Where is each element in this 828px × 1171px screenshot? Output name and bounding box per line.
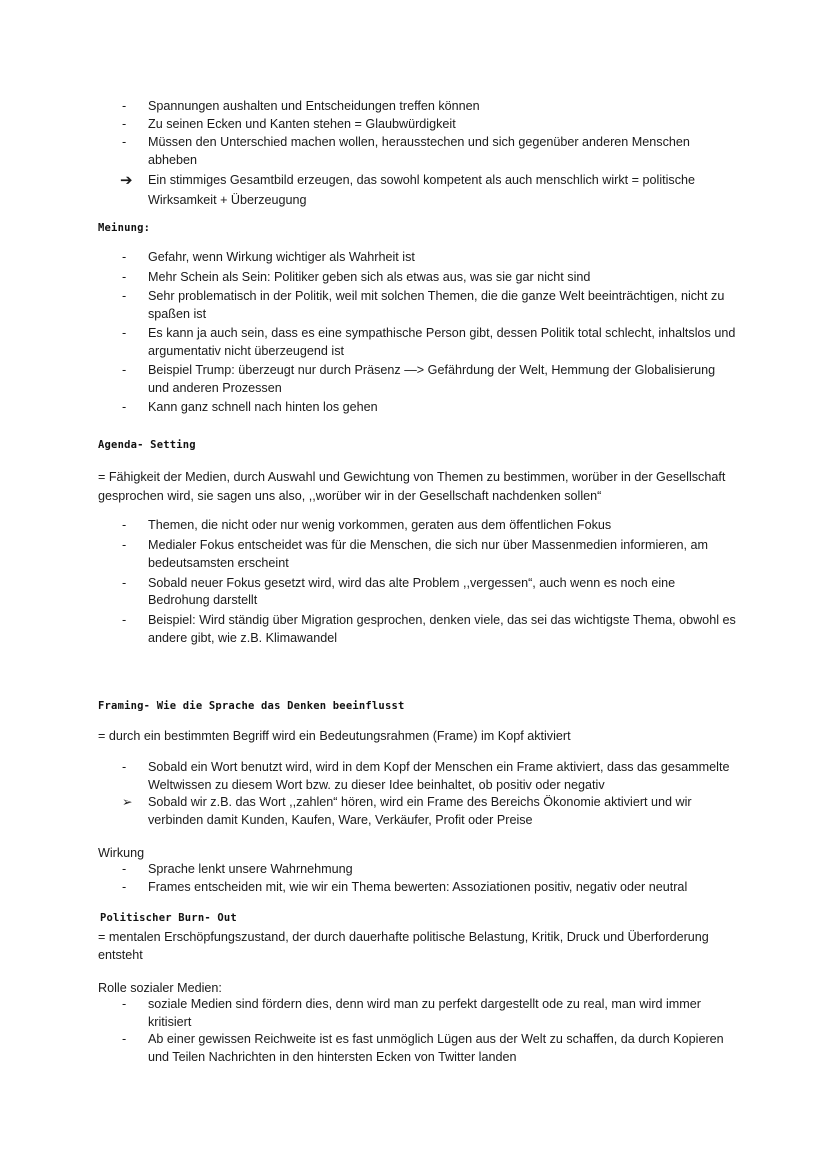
- list-marker: -: [122, 400, 127, 414]
- list-item-text: Beispiel: Wird ständig über Migration gesprochen, denken viele, das sei das wichtigste Thema, obwohl es andere gibt, wie z.B. Klimawandel: [148, 613, 736, 645]
- section-heading-burnout: Politischer Burn- Out: [100, 912, 237, 924]
- wirkung-label: Wirkung: [98, 846, 145, 860]
- agenda-definition: = Fähigkeit der Medien, durch Auswahl und Gewichtung von Themen zu bestimmen, worüber in der Gesellschaft gesprochen wird, sie sagen uns also, ,,worüber wir in der Gesellschaft nachdenken sollen“: [98, 470, 726, 503]
- list-item-text: Gefahr, wenn Wirkung wichtiger als Wahrheit ist: [148, 250, 415, 264]
- list-marker: -: [122, 289, 127, 303]
- list-item: [98, 362, 738, 397]
- list-item: [98, 879, 738, 897]
- list-marker: -: [122, 879, 127, 894]
- list-marker: -: [122, 538, 127, 552]
- qualities-list: [98, 98, 738, 210]
- list-item: [98, 98, 738, 116]
- list-item-text: Sobald ein Wort benutzt wird, wird in dem Kopf der Menschen ein Frame aktiviert, dass das gesammelte Weltwissen zu diesem Wort bzw. zu dieser Idee beinhaltet, ob positiv oder negativ: [148, 760, 730, 792]
- list-item: [98, 575, 738, 610]
- list-item-text: Sobald neuer Fokus gesetzt wird, wird das alte Problem ,,vergessen“, auch wenn es noch eine Bedrohung darstellt: [148, 575, 676, 607]
- section-heading-meinung: Meinung:: [98, 222, 151, 234]
- list-item: [98, 288, 738, 323]
- framing-list: [98, 759, 738, 829]
- list-marker: -: [122, 250, 127, 264]
- list-item-text: Frames entscheiden mit, wie wir ein Thema bewerten: Assoziationen positiv, negativ oder neutral: [148, 879, 688, 894]
- list-item-text: soziale Medien sind fördern dies, denn wird man zu perfekt dargestellt ode zu real, man wird immer kritisiert: [148, 997, 701, 1029]
- list-marker: -: [122, 117, 127, 131]
- list-item-text: Sprache lenkt unsere Wahrnehmung: [148, 862, 353, 876]
- list-item: [98, 171, 738, 210]
- list-marker: -: [122, 613, 127, 627]
- list-item-text: Beispiel Trump: überzeugt nur durch Präsenz —> Gefährdung der Welt, Hemmung der Globalisierung und anderen Prozessen: [148, 363, 716, 395]
- list-item: [98, 996, 738, 1031]
- wirkung-list: [98, 861, 738, 896]
- list-item: [98, 134, 738, 169]
- triangle-arrow-icon: ➢: [122, 795, 133, 809]
- list-item-text: Mehr Schein als Sein: Politiker geben sich als etwas aus, was sie gar nicht sind: [148, 269, 591, 284]
- list-item: [98, 269, 738, 287]
- rolle-label: Rolle sozialer Medien:: [98, 981, 222, 995]
- list-item-text: Müssen den Unterschied machen wollen, herausstechen und sich gegenüber anderen Menschen abheben: [148, 135, 690, 167]
- list-item: [98, 399, 738, 417]
- list-item-text: Themen, die nicht oder nur wenig vorkommen, geraten aus dem öffentlichen Fokus: [148, 518, 612, 532]
- list-marker: -: [122, 760, 127, 774]
- list-item-text: Sobald wir z.B. das Wort ,,zahlen“ hören, wird ein Frame des Bereichs Ökonomie aktiviert und wir verbinden damit Kunden, Kaufen, Ware, Verkäufer, Profit oder Preise: [148, 795, 692, 827]
- list-marker: -: [122, 269, 127, 284]
- list-item: [98, 517, 738, 535]
- section-heading-agenda: Agenda- Setting: [98, 439, 196, 451]
- burnout-definition: = mentalen Erschöpfungszustand, der durch dauerhafte politische Belastung, Kritik, Druck und Überforderung entsteht: [98, 930, 709, 962]
- list-item: [98, 325, 738, 360]
- list-item: [98, 861, 738, 879]
- list-marker: -: [122, 518, 127, 532]
- framing-definition: = durch ein bestimmten Begriff wird ein Bedeutungsrahmen (Frame) im Kopf aktiviert: [98, 729, 571, 743]
- list-marker: -: [122, 326, 127, 340]
- list-item: [98, 759, 738, 794]
- list-marker: -: [122, 575, 127, 590]
- list-item-text: Spannungen aushalten und Entscheidungen treffen können: [148, 99, 480, 113]
- list-item-text: Sehr problematisch in der Politik, weil mit solchen Themen, die die ganze Welt beeinträchtigen, nicht zu spaßen ist: [148, 289, 725, 321]
- list-item-text: Medialer Fokus entscheidet was für die Menschen, die sich nur über Massenmedien informieren, am bedeutsamsten erscheint: [148, 538, 708, 570]
- meinung-list: [98, 249, 738, 417]
- list-marker: -: [122, 135, 127, 149]
- burnout-list: [98, 996, 738, 1066]
- list-marker: -: [122, 1032, 127, 1046]
- list-item: [98, 1031, 738, 1066]
- list-item-text: Ab einer gewissen Reichweite ist es fast unmöglich Lügen aus der Welt zu schaffen, da durch Kopieren und Teilen Nachrichten in den hintersten Ecken von Twitter landen: [148, 1032, 724, 1064]
- list-item-text: Es kann ja auch sein, dass es eine sympathische Person gibt, dessen Politik total schlecht, inhaltslos und argumentativ nicht überzeugend ist: [148, 326, 736, 358]
- list-item-text: Zu seinen Ecken und Kanten stehen = Glaubwürdigkeit: [148, 117, 456, 131]
- list-marker: -: [122, 997, 127, 1011]
- list-item: [98, 249, 738, 267]
- list-item: [98, 537, 738, 572]
- agenda-list: [98, 517, 738, 647]
- list-marker: -: [122, 363, 127, 377]
- list-item: [98, 612, 738, 647]
- section-heading-framing: Framing- Wie die Sprache das Denken beeinflusst: [98, 700, 405, 712]
- list-item-text: Kann ganz schnell nach hinten los gehen: [148, 400, 378, 414]
- list-marker: -: [122, 99, 127, 113]
- arrow-icon: ➔: [120, 172, 133, 189]
- list-item: [98, 794, 738, 829]
- list-item-text: Ein stimmiges Gesamtbild erzeugen, das sowohl kompetent als auch menschlich wirkt = politische Wirksamkeit + Überzeugung: [148, 173, 696, 207]
- list-item: [98, 116, 738, 134]
- list-marker: -: [122, 862, 127, 876]
